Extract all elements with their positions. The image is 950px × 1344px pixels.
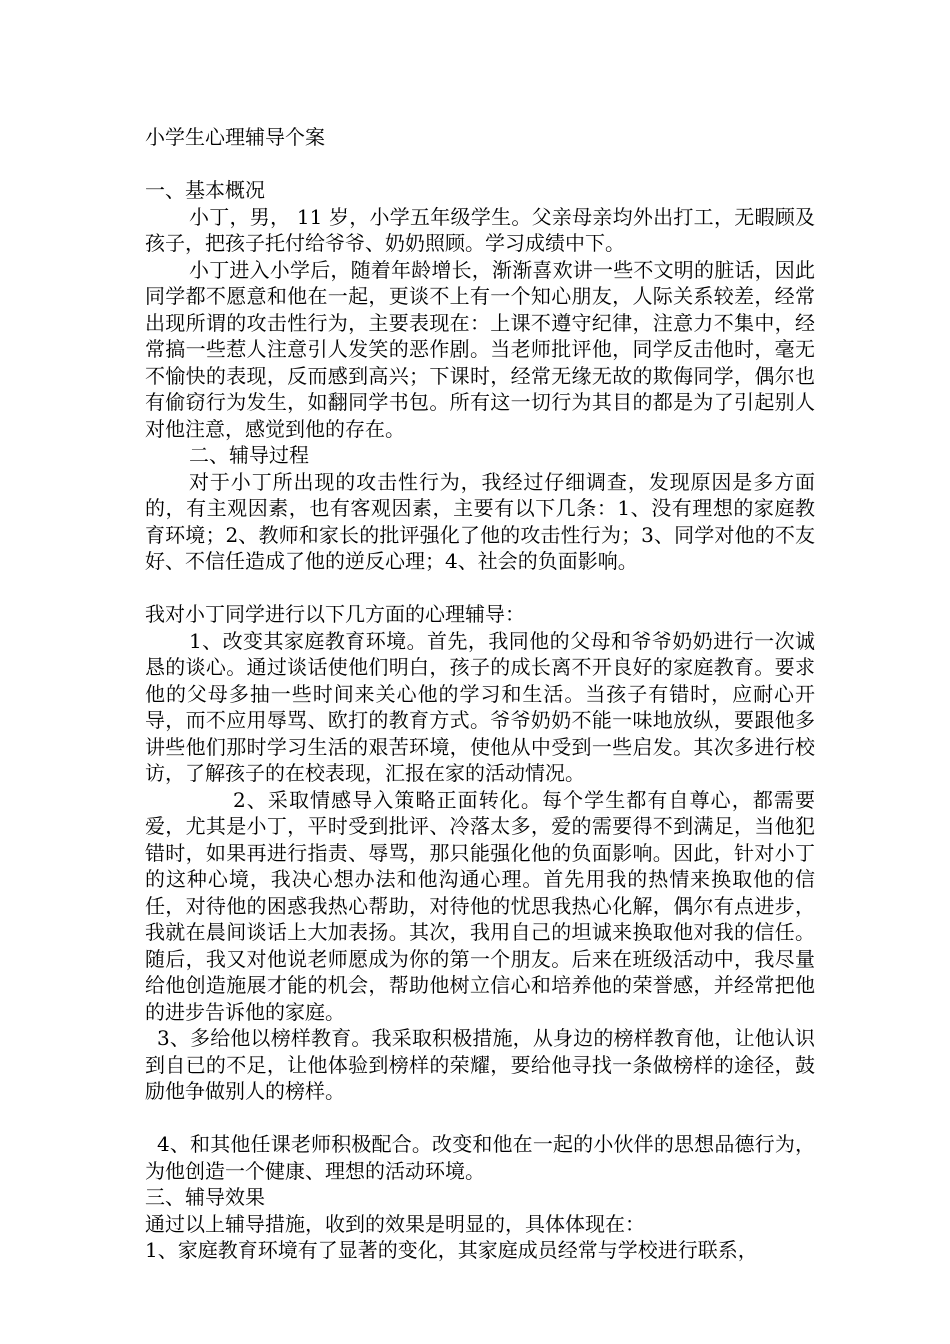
section-heading-counseling-process: 二、辅导过程 bbox=[189, 443, 309, 467]
paragraph-measure-3: 3、多给他以榜样教育。我采取积极措施，从身边的榜样教育他，让他认识到自已的不足，让他体验到榜样的荣耀，要给他寻找一条做榜样的途径，鼓励他争做别人的榜样。 bbox=[145, 1026, 815, 1103]
blank-line bbox=[145, 1105, 815, 1132]
paragraph-counseling-intro: 我对小丁同学进行以下几方面的心理辅导： bbox=[145, 602, 525, 626]
paragraph-measure-1: 1、改变其家庭教育环境。首先，我同他的父母和爷爷奶奶进行一次诚恳的谈心。通过谈话使他们明白，孩子的成长离不开良好的家庭教育。要求他的父母多抽一些时间来关心他的学习和生活。当孩子有错时，应耐心开导，而不应用辱骂、欧打的教育方式。爷爷奶奶不能一味地放纵，要跟他多讲些他们那时学习生活的艰苦环境，使他从中受到一些启发。其次多进行校访，了解孩子的在校表现，汇报在家的活动情况。 bbox=[145, 628, 815, 785]
document-body bbox=[145, 124, 815, 1264]
section-heading-counseling-effect: 三、辅导效果 bbox=[145, 1185, 265, 1209]
section-heading-basic-overview: 一、基本概况 bbox=[145, 178, 265, 202]
paragraph-cause-analysis: 对于小丁所出现的攻击性行为，我经过仔细调查，发现原因是多方面的，有主观因素，也有客观因素，主要有以下几条：1、没有理想的家庭教育环境；2、教师和家长的批评强化了他的攻击性行为；3、同学对他的不友好、不信任造成了他的逆反心理；4、社会的负面影响。 bbox=[145, 469, 815, 573]
paragraph-behavior-description: 小丁进入小学后，随着年龄增长，渐渐喜欢讲一些不文明的脏话，因此同学都不愿意和他在一起，更谈不上有一个知心朋友，人际关系较差，经常出现所谓的攻击性行为，主要表现在：上课不遵守纪律，注意力不集中，经常搞一些惹人注意引人发笑的恶作剧。当老师批评他，同学反击他时，毫无不愉快的表现，反而感到高兴；下课时，经常无缘无故的欺侮同学，偶尔也有偷窃行为发生，如翻同学书包。所有这一切行为其目的都是为了引起别人对他注意，感觉到他的存在。 bbox=[145, 257, 815, 441]
paragraph-effect-intro: 通过以上辅导措施，收到的效果是明显的，具体体现在： bbox=[145, 1211, 645, 1236]
paragraph-effect-1: 1、家庭教育环境有了显著的变化，其家庭成员经常与学校进行联系， bbox=[145, 1238, 758, 1262]
paragraph-measure-4: 4、和其他任课老师积极配合。改变和他在一起的小伙伴的思想品德行为，为他创造一个健康、理想的活动环境。 bbox=[145, 1132, 815, 1183]
blank-line bbox=[145, 151, 815, 178]
paragraph-measure-2: 2、采取情感导入策略正面转化。每个学生都有自尊心，都需要爱，尤其是小丁，平时受到批评、冷落太多，爱的需要得不到满足，当他犯错时，如果再进行指责、辱骂，那只能强化他的负面影响。因此，针对小丁的这种心境，我决心想办法和他沟通心理。首先用我的热情来换取他的信任，对待他的困惑我热心帮助，对待他的忧思我热心化解，偶尔有点进步，我就在晨间谈话上大加表扬。其次，我用自己的坦诚来换取他对我的信任。随后，我又对他说老师愿成为你的第一个朋友。后来在班级活动中，我尽量给他创造施展才能的机会，帮助他树立信心和培养他的荣誉感，并经常把他的进步告诉他的家庭。 bbox=[145, 787, 815, 1024]
blank-line bbox=[145, 575, 815, 602]
document-title: 小学生心理辅导个案 bbox=[145, 125, 325, 149]
paragraph-student-info: 小丁，男， 11 岁，小学五年级学生。父亲母亲均外出打工，无暇顾及孩子，把孩子托付给爷爷、奶奶照顾。学习成绩中下。 bbox=[145, 204, 815, 255]
